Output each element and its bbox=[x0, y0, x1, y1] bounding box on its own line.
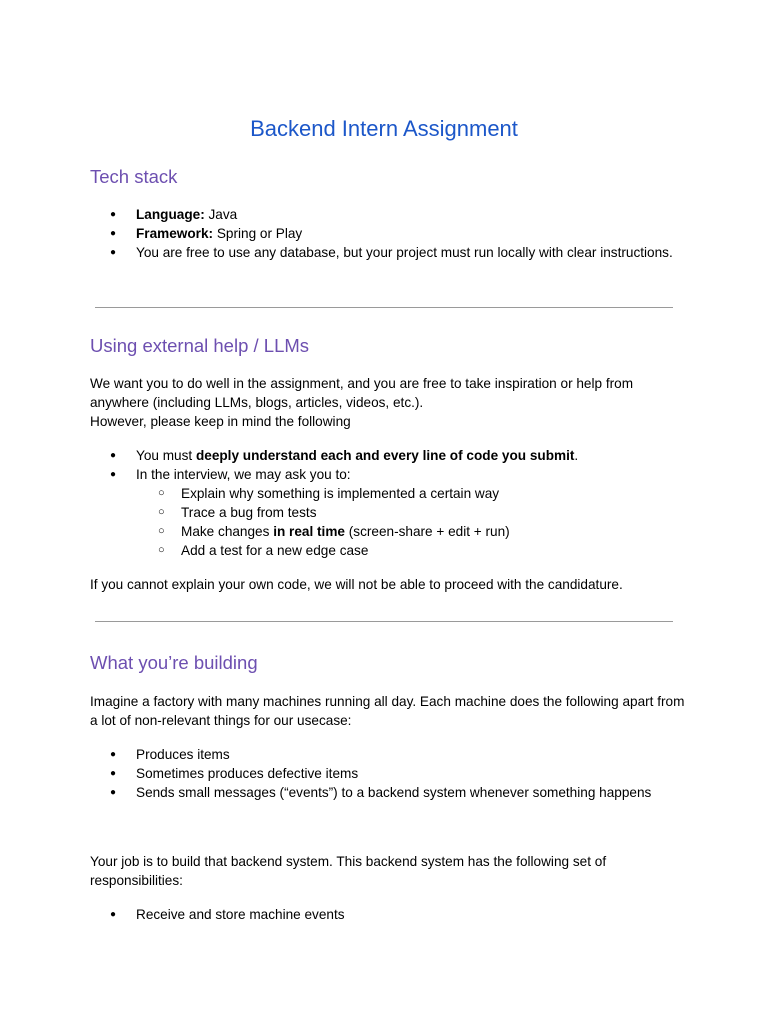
list-item bbox=[90, 465, 690, 560]
responsibilities-list bbox=[90, 905, 690, 924]
building-job: Your job is to build that backend system. This backend system has the following set of responsibilities: bbox=[90, 854, 607, 888]
list-item bbox=[90, 446, 690, 465]
divider bbox=[95, 621, 673, 622]
heading-tech-stack: Tech stack bbox=[90, 166, 178, 187]
list-item bbox=[90, 205, 690, 224]
item-text: In the interview, we may ask you to: bbox=[136, 467, 351, 482]
external-help-list bbox=[90, 446, 690, 560]
sub-list-item: ○ Add a test for a new edge case bbox=[136, 541, 690, 560]
divider bbox=[95, 307, 673, 308]
intro-line-2: However, please keep in mind the following bbox=[90, 414, 351, 429]
heading-building: What you’re building bbox=[90, 652, 258, 673]
sub-list-item bbox=[136, 522, 690, 541]
item-label: Framework: bbox=[136, 226, 214, 241]
list-item bbox=[90, 224, 690, 243]
item-text: . bbox=[574, 448, 579, 463]
external-help-intro bbox=[90, 374, 690, 431]
sub-list-item: ○ Trace a bug from tests bbox=[136, 503, 690, 522]
heading-external-help: Using external help / LLMs bbox=[90, 335, 310, 356]
item-text: You are free to use any database, but your project must run locally with clear instructions. bbox=[136, 245, 673, 260]
item-text: You must bbox=[136, 448, 196, 463]
tech-stack-list bbox=[90, 205, 690, 262]
sub-list-item: ○ Explain why something is implemented a certain way bbox=[136, 484, 690, 503]
list-item: ● Sometimes produces defective items bbox=[90, 764, 690, 783]
intro-line-1: We want you to do well in the assignment, and you are free to take inspiration or help from anywhere (including LLMs, blogs, articles, videos, etc.). bbox=[90, 376, 634, 410]
list-item: ● Receive and store machine events bbox=[90, 905, 690, 924]
list-item: ● Sends small messages (“events”) to a backend system whenever something happens bbox=[90, 783, 690, 802]
building-intro: Imagine a factory with many machines running all day. Each machine does the following apart from a lot of non-relevant things for our usecase: bbox=[90, 694, 685, 728]
item-text: Spring or Play bbox=[213, 226, 303, 241]
item-text: (screen-share + edit + run) bbox=[344, 524, 510, 539]
item-label: Language: bbox=[136, 207, 205, 222]
list-item bbox=[90, 243, 690, 262]
sub-list bbox=[136, 484, 690, 560]
item-text: Make changes bbox=[181, 524, 274, 539]
document-title: Backend Intern Assignment bbox=[250, 116, 518, 141]
item-bold: deeply understand each and every line of code you submit bbox=[195, 448, 575, 463]
building-list bbox=[90, 745, 690, 802]
list-item: ● Produces items bbox=[90, 745, 690, 764]
item-bold: in real time bbox=[273, 524, 345, 539]
item-text: Java bbox=[204, 207, 238, 222]
external-help-closing: If you cannot explain your own code, we will not be able to proceed with the candidature. bbox=[90, 577, 623, 592]
